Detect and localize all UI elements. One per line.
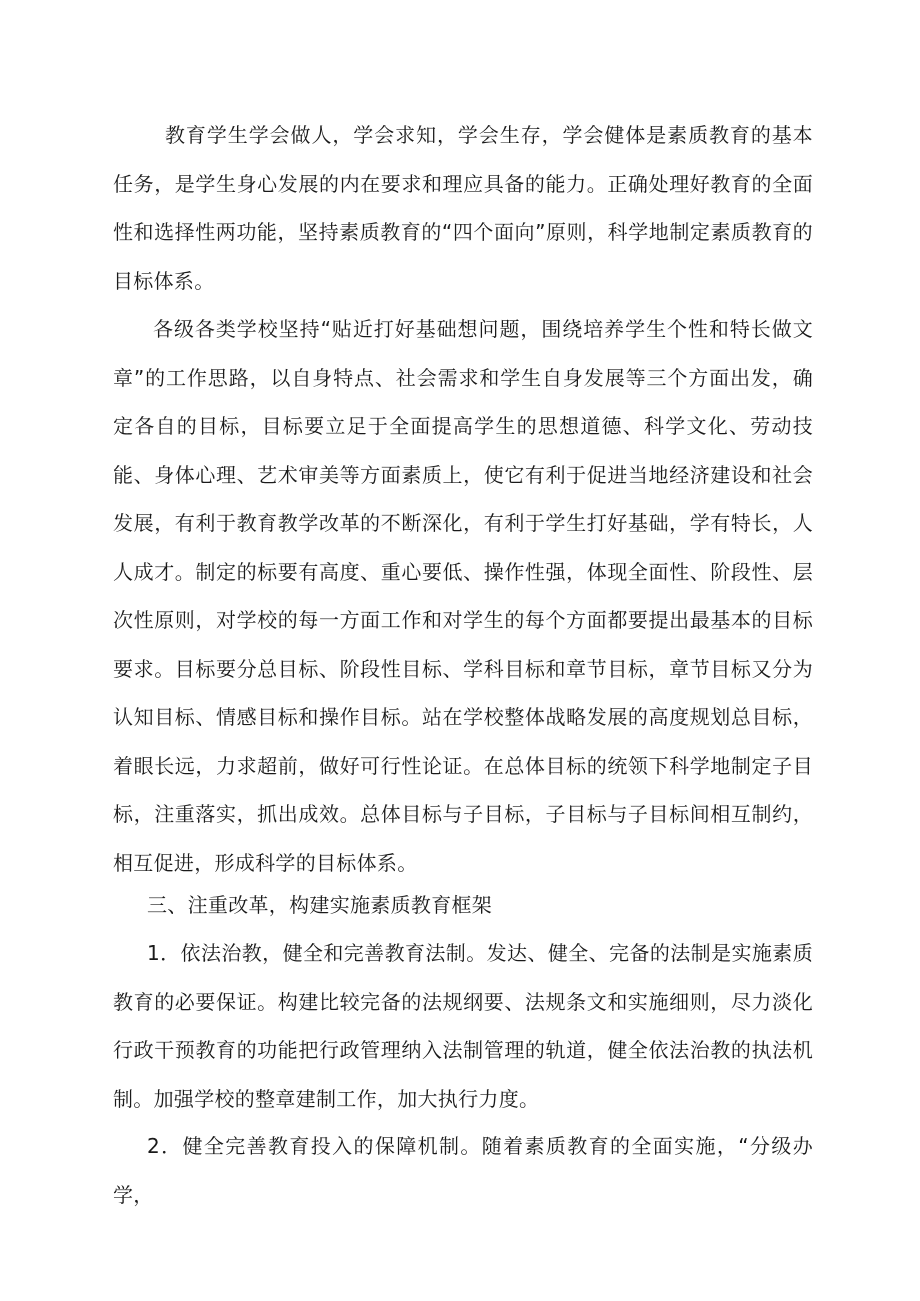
paragraph-rule-of-law: 1．依法治教，健全和完善教育法制。发达、健全、完备的法制是实施素质教育的必要保证。构建比较完备的法规纲要、法规条文和实施细则，尽力淡化行政干预教育的功能把行政管理纳入法制管理的轨道，健全依法治教的执法机制。加强学校的整章建制工作，加大执行力度。 [113,941,813,1111]
paragraph-school-goals: 各级各类学校坚持“贴近打好基础想问题，围绕培养学生个性和特长做文章”的工作思路，以自身特点、社会需求和学生自身发展等三个方面出发，确定各自的目标，目标要立足于全面提高学生的思想道德、科学文化、劳动技能、身体心理、艺术审美等方面素质上，使它有利于促进当地经济建设和社会发展，有利于教育教学改革的不断深化，有利于学生打好基础，学有特长，人人成才。制定的标要有高度、重心要低、操作性强，体现全面性、阶段性、层次性原则，对学校的每一方面工作和对学生的每个方面都要提出最基本的目标要求。目标要分总目标、阶段性目标、学科目标和章节目标，章节目标又分为认知目标、情感目标和操作目标。站在学校整体战略发展的高度规划总目标，着眼长远，力求超前，做好可行性论证。在总体目标的统领下科学地制定子目标，注重落实，抓出成效。总体目标与子目标，子目标与子目标间相互制约，相互促进，形成科学的目标体系。 [113,317,813,875]
section-heading-reform: 三、注重改革，构建实施素质教育框架 [147,893,493,917]
paragraph-goal-system-intro: 教育学生学会做人，学会求知，学会生存，学会健体是素质教育的基本任务，是学生身心发展的内在要求和理应具备的能力。正确处理好教育的全面性和选择性两功能，坚持素质教育的“四个面向”原则，科学地制定素质教育的目标体系。 [113,123,813,293]
paragraph-funding-mechanism: 2．健全完善教育投入的保障机制。随着素质教育的全面实施，“分级办学， [113,1134,813,1207]
